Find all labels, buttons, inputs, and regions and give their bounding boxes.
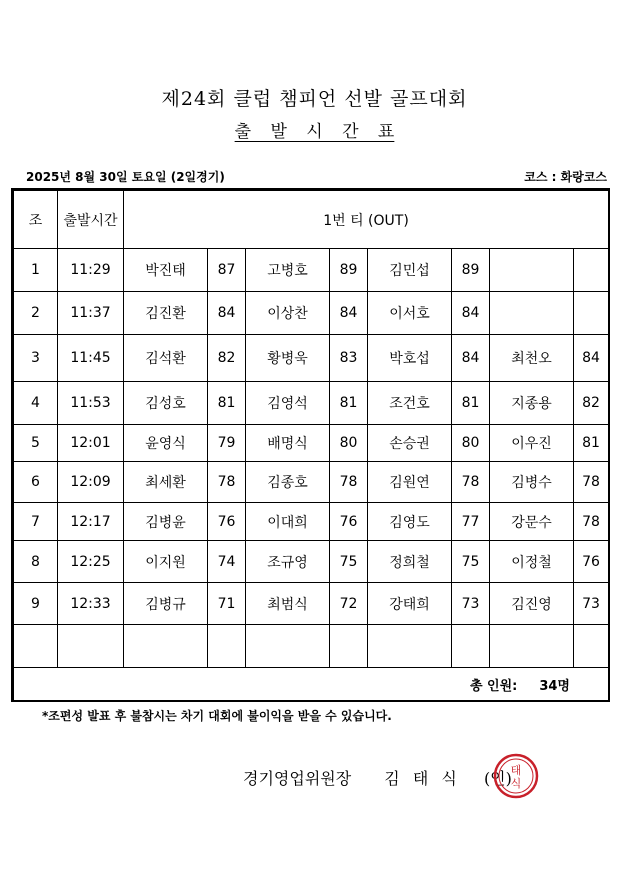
player-name: 김종호	[246, 462, 330, 503]
group-number: 6	[14, 462, 58, 503]
group-number: 3	[14, 335, 58, 382]
player-name	[490, 249, 574, 292]
player-score: 84	[452, 292, 490, 335]
total-label: 총 인원:	[469, 678, 518, 694]
group-row	[14, 335, 609, 382]
player-score: 81	[330, 382, 368, 425]
course-name: 코스 : 화랑코스	[524, 170, 607, 184]
player-name: 김원연	[368, 462, 452, 503]
signer-title: 경기영업위원장	[243, 769, 352, 788]
empty-cell	[452, 625, 490, 668]
player-score: 78	[574, 503, 609, 541]
player-score: 72	[330, 583, 368, 625]
player-score: 71	[208, 583, 246, 625]
player-score: 78	[452, 462, 490, 503]
player-name: 김영석	[246, 382, 330, 425]
player-name: 최세환	[124, 462, 208, 503]
player-score	[574, 292, 609, 335]
document-subtitle: 출 발 시 간 표	[234, 122, 395, 142]
seal-stamp-icon	[492, 752, 540, 800]
header-row	[14, 191, 609, 249]
player-name: 최범식	[246, 583, 330, 625]
group-number: 9	[14, 583, 58, 625]
total-cell	[14, 668, 609, 701]
header-start-time: 출발시간	[58, 191, 124, 249]
player-score: 80	[330, 425, 368, 462]
player-name: 김민섭	[368, 249, 452, 292]
svg-text:태: 태	[510, 764, 522, 777]
empty-cell	[574, 625, 609, 668]
player-name: 이정철	[490, 541, 574, 583]
group-row	[14, 583, 609, 625]
player-name: 이지원	[124, 541, 208, 583]
start-time: 12:33	[58, 583, 124, 625]
empty-cell	[124, 625, 208, 668]
player-score: 75	[452, 541, 490, 583]
empty-row	[14, 625, 609, 668]
group-number: 4	[14, 382, 58, 425]
start-time: 12:25	[58, 541, 124, 583]
player-score: 84	[574, 335, 609, 382]
player-name: 이우진	[490, 425, 574, 462]
group-row	[14, 541, 609, 583]
empty-cell	[14, 625, 58, 668]
player-score: 81	[208, 382, 246, 425]
empty-cell	[58, 625, 124, 668]
group-number: 1	[14, 249, 58, 292]
start-time: 11:29	[58, 249, 124, 292]
seal-label: (인)	[483, 769, 512, 788]
player-name: 박진태	[124, 249, 208, 292]
signature-line	[243, 766, 512, 789]
player-name: 고병호	[246, 249, 330, 292]
player-name: 김석환	[124, 335, 208, 382]
player-score: 84	[452, 335, 490, 382]
player-name: 김병윤	[124, 503, 208, 541]
player-name: 김병규	[124, 583, 208, 625]
player-score: 83	[330, 335, 368, 382]
player-name: 조규영	[246, 541, 330, 583]
player-name: 박호섭	[368, 335, 452, 382]
group-row	[14, 292, 609, 335]
group-number: 7	[14, 503, 58, 541]
player-score: 78	[574, 462, 609, 503]
start-time: 12:09	[58, 462, 124, 503]
player-score: 73	[574, 583, 609, 625]
start-time: 11:45	[58, 335, 124, 382]
group-row	[14, 249, 609, 292]
player-name: 손승권	[368, 425, 452, 462]
group-row	[14, 503, 609, 541]
player-score: 84	[330, 292, 368, 335]
player-score: 89	[330, 249, 368, 292]
group-row	[14, 425, 609, 462]
group-number: 2	[14, 292, 58, 335]
start-time: 12:17	[58, 503, 124, 541]
notice-text: *조편성 발표 후 불참시는 차기 대회에 불이익을 받을 수 있습니다.	[42, 709, 392, 723]
tee-time-table	[13, 190, 609, 701]
player-score: 81	[574, 425, 609, 462]
empty-cell	[490, 625, 574, 668]
player-name: 김영도	[368, 503, 452, 541]
player-name: 강문수	[490, 503, 574, 541]
group-row	[14, 462, 609, 503]
player-score: 89	[452, 249, 490, 292]
player-name: 황병욱	[246, 335, 330, 382]
header-group: 조	[14, 191, 58, 249]
player-name: 이대희	[246, 503, 330, 541]
empty-cell	[208, 625, 246, 668]
event-date: 2025년 8월 30일 토요일 (2일경기)	[26, 170, 225, 184]
player-score: 80	[452, 425, 490, 462]
player-score: 82	[574, 382, 609, 425]
document-title: 제24회 클럽 챔피언 선발 골프대회	[161, 88, 468, 110]
player-name: 배명식	[246, 425, 330, 462]
player-name: 김성호	[124, 382, 208, 425]
player-score: 76	[330, 503, 368, 541]
player-score: 84	[208, 292, 246, 335]
player-score: 74	[208, 541, 246, 583]
player-name: 이서호	[368, 292, 452, 335]
player-score: 76	[208, 503, 246, 541]
empty-cell	[246, 625, 330, 668]
player-name: 지종용	[490, 382, 574, 425]
player-name: 김진영	[490, 583, 574, 625]
svg-text:식: 식	[510, 777, 522, 790]
group-row	[14, 382, 609, 425]
total-row	[14, 668, 609, 701]
player-name: 정희철	[368, 541, 452, 583]
total-value: 34명	[539, 678, 570, 694]
player-score: 77	[452, 503, 490, 541]
empty-cell	[368, 625, 452, 668]
player-name: 김진환	[124, 292, 208, 335]
player-score	[574, 249, 609, 292]
signer-name: 김 태 식	[384, 769, 457, 788]
player-score: 82	[208, 335, 246, 382]
header-tee: 1번 티 (OUT)	[124, 191, 609, 249]
start-time: 12:01	[58, 425, 124, 462]
player-score: 81	[452, 382, 490, 425]
player-score: 73	[452, 583, 490, 625]
empty-cell	[330, 625, 368, 668]
player-name: 윤영식	[124, 425, 208, 462]
player-name: 김병수	[490, 462, 574, 503]
player-score: 87	[208, 249, 246, 292]
player-score: 79	[208, 425, 246, 462]
player-name	[490, 292, 574, 335]
player-score: 78	[330, 462, 368, 503]
player-name: 최천오	[490, 335, 574, 382]
player-score: 75	[330, 541, 368, 583]
player-name: 조건호	[368, 382, 452, 425]
player-score: 78	[208, 462, 246, 503]
group-number: 8	[14, 541, 58, 583]
player-score: 76	[574, 541, 609, 583]
group-number: 5	[14, 425, 58, 462]
player-name: 강태희	[368, 583, 452, 625]
player-name: 이상찬	[246, 292, 330, 335]
start-time: 11:37	[58, 292, 124, 335]
start-time: 11:53	[58, 382, 124, 425]
